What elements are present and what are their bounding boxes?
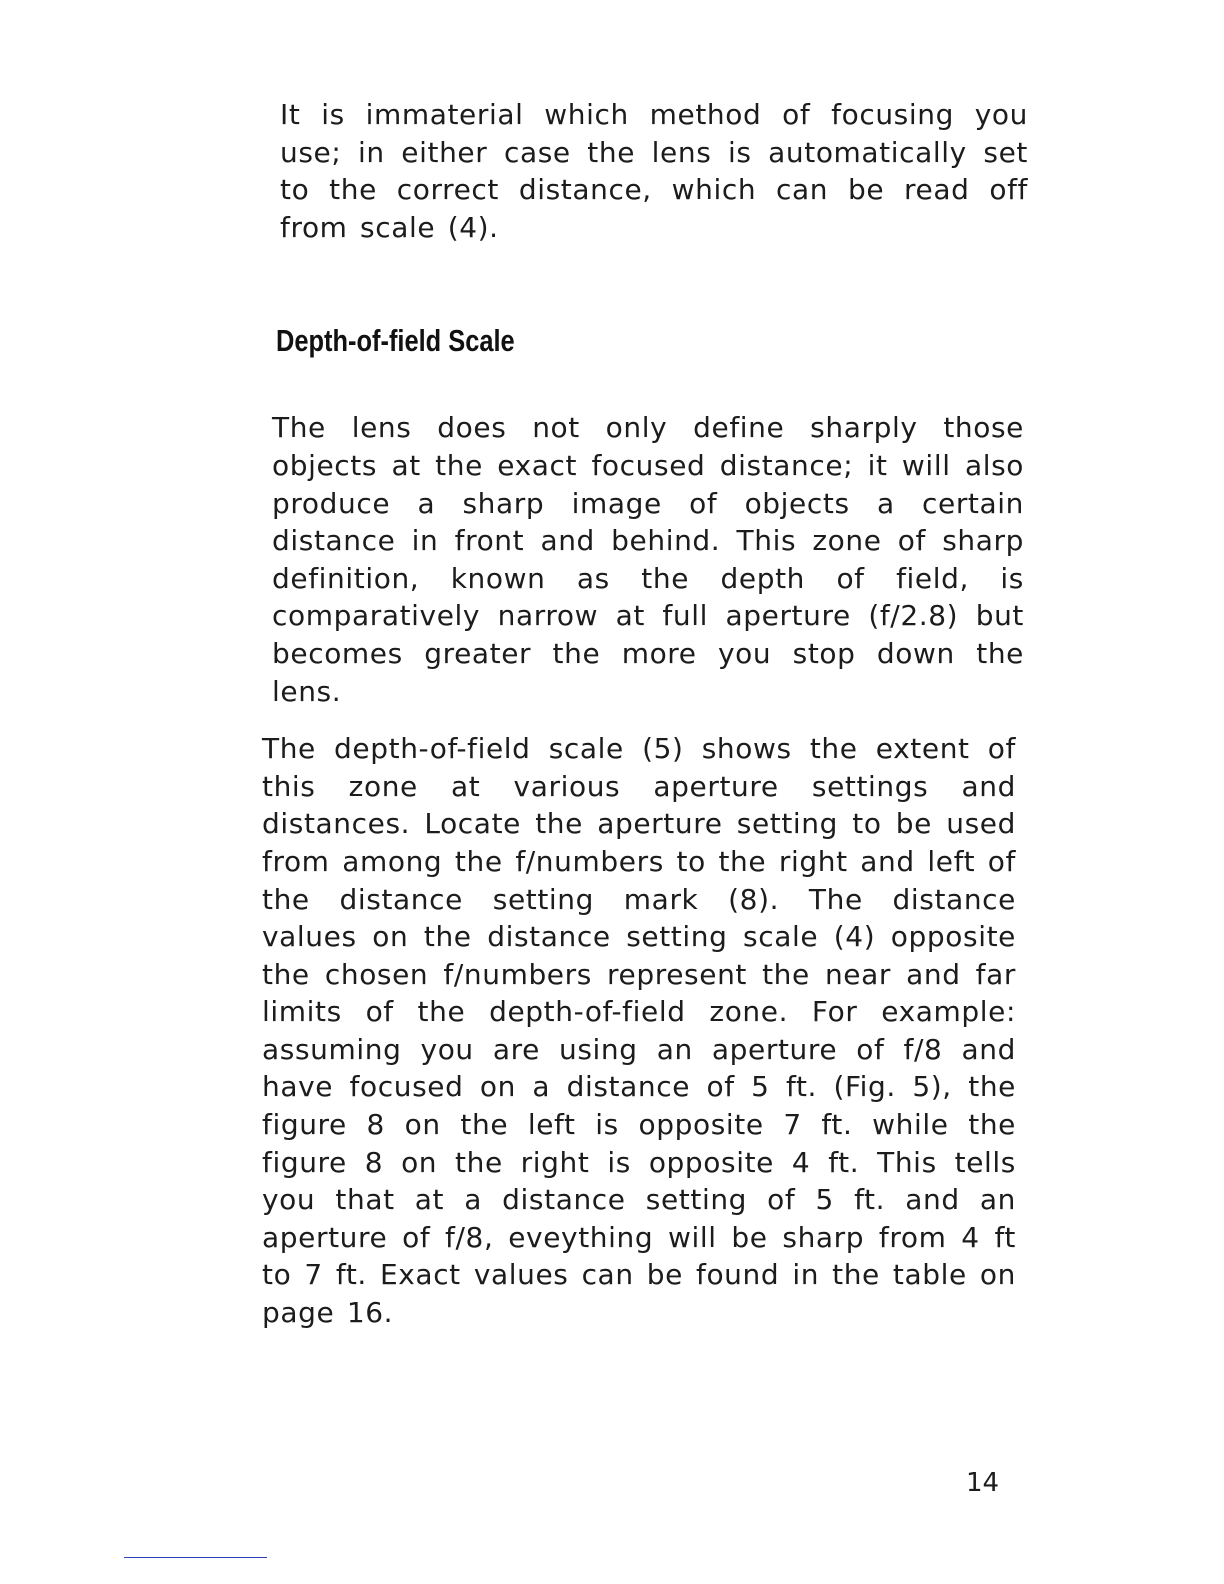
- page-number: 14: [966, 1468, 1000, 1498]
- scale-explanation-paragraph: The depth-of-field scale (5) shows the extent of this zone at various aperture settings and distances. Locate the aperture setting to be used from among the f/numbers to the right and left of the distance setting mark (8). The distance values on the distance setting scale (4) opposite the chosen f/numbers represent the near and far limits of the depth-of-field zone. For example: assuming you are using an aperture of f/8 and have focused on a distance of 5 ft. (Fig. 5), the figure 8 on the left is opposite 7 ft. while the figure 8 on the right is opposite 4 ft. This tells you that at a distance setting of 5 ft. and an aperture of f/8, eveything will be sharp from 4 ft to 7 ft. Exact values can be found in the table on page 16.: [262, 732, 1016, 1330]
- intro-paragraph: It is immaterial which method of focusing you use; in either case the lens is automatically set to the correct distance, which can be read off from scale (4).: [280, 98, 1028, 244]
- page-body: [262, 96, 1028, 1332]
- lens-definition-paragraph: The lens does not only define sharply those objects at the exact focused distance; it will also produce a sharp image of objects a certain distance in front and behind. This zone of sharp definition, known as the depth of field, is comparatively narrow at full aperture (f/2.8) but becomes greater the more you stop down the lens.: [272, 411, 1024, 708]
- footer-divider: [124, 1557, 267, 1558]
- section-heading: Depth-of-field Scale: [276, 323, 515, 359]
